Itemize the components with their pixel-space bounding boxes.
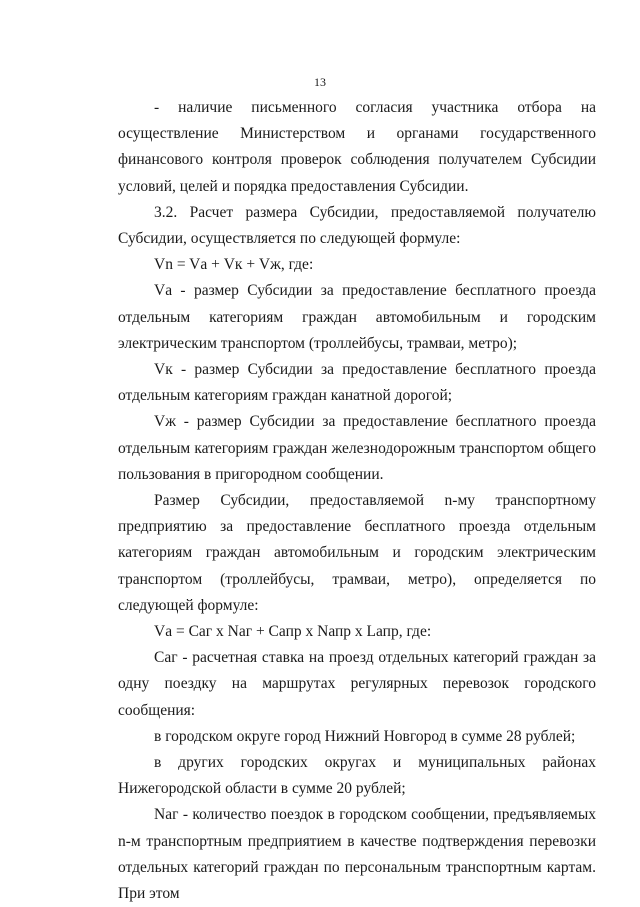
paragraph-consent: - наличие письменного согласия участника отбора на осуществление Министерством и органами государственного финансового контроля проверок соблюдения получателем Субсидии условий, целей и порядка предоставления Субсидии. [118,99,596,195]
definition-nag: Nаг - количество поездок в городском сообщении, предъявляемых n-м транспортным предприятием в качестве подтверждения перевозки отдельных категорий граждан по персональным транспортным картам. При этом [118,806,596,903]
definition-vzh: Vж - размер Субсидии за предоставление бесплатного проезда отдельным категориям граждан железнодорожным транспортом общего пользования в пригородном сообщении. [118,413,596,483]
paragraph-subsidy-size: Размер Субсидии, предоставляемой n-му транспортному предприятию за предоставление бесплатного проезда отдельным категориям граждан автомобильным и городским электрическим транспортом (троллейбусы, трамваи, метро), определяется по следующей формуле: [118,492,596,614]
formula-va: Vа = Саг х Nаг + Сапр х Nапр х Lапр, где: [154,623,432,641]
definition-sag: Саг - расчетная ставка на проезд отдельных категорий граждан за одну поездку на маршрутах регулярных перевозок городского сообщения: [118,649,596,719]
definition-va: Vа - размер Субсидии за предоставление бесплатного проезда отдельным категориям граждан автомобильным и городским электрическим транспортом (троллейбусы, трамваи, метро); [118,282,596,352]
definition-vk: Vк - размер Субсидии за предоставление бесплатного проезда отдельным категориям граждан канатной дорогой; [118,361,596,405]
formula-total: Vn = Vа + Vк + Vж, где: [154,256,314,274]
document-body [118,95,596,907]
rate-nizhny-novgorod: в городском округе город Нижний Новгород в сумме 28 рублей; [154,727,576,745]
rate-other-districts: в других городских округах и муниципальных районах Нижегородской области в сумме 20 рублей; [118,754,596,798]
paragraph-3-2: 3.2. Расчет размера Субсидии, предоставляемой получателю Субсидии, осуществляется по следующей формуле: [118,203,596,248]
page-number: 13 [314,75,326,89]
